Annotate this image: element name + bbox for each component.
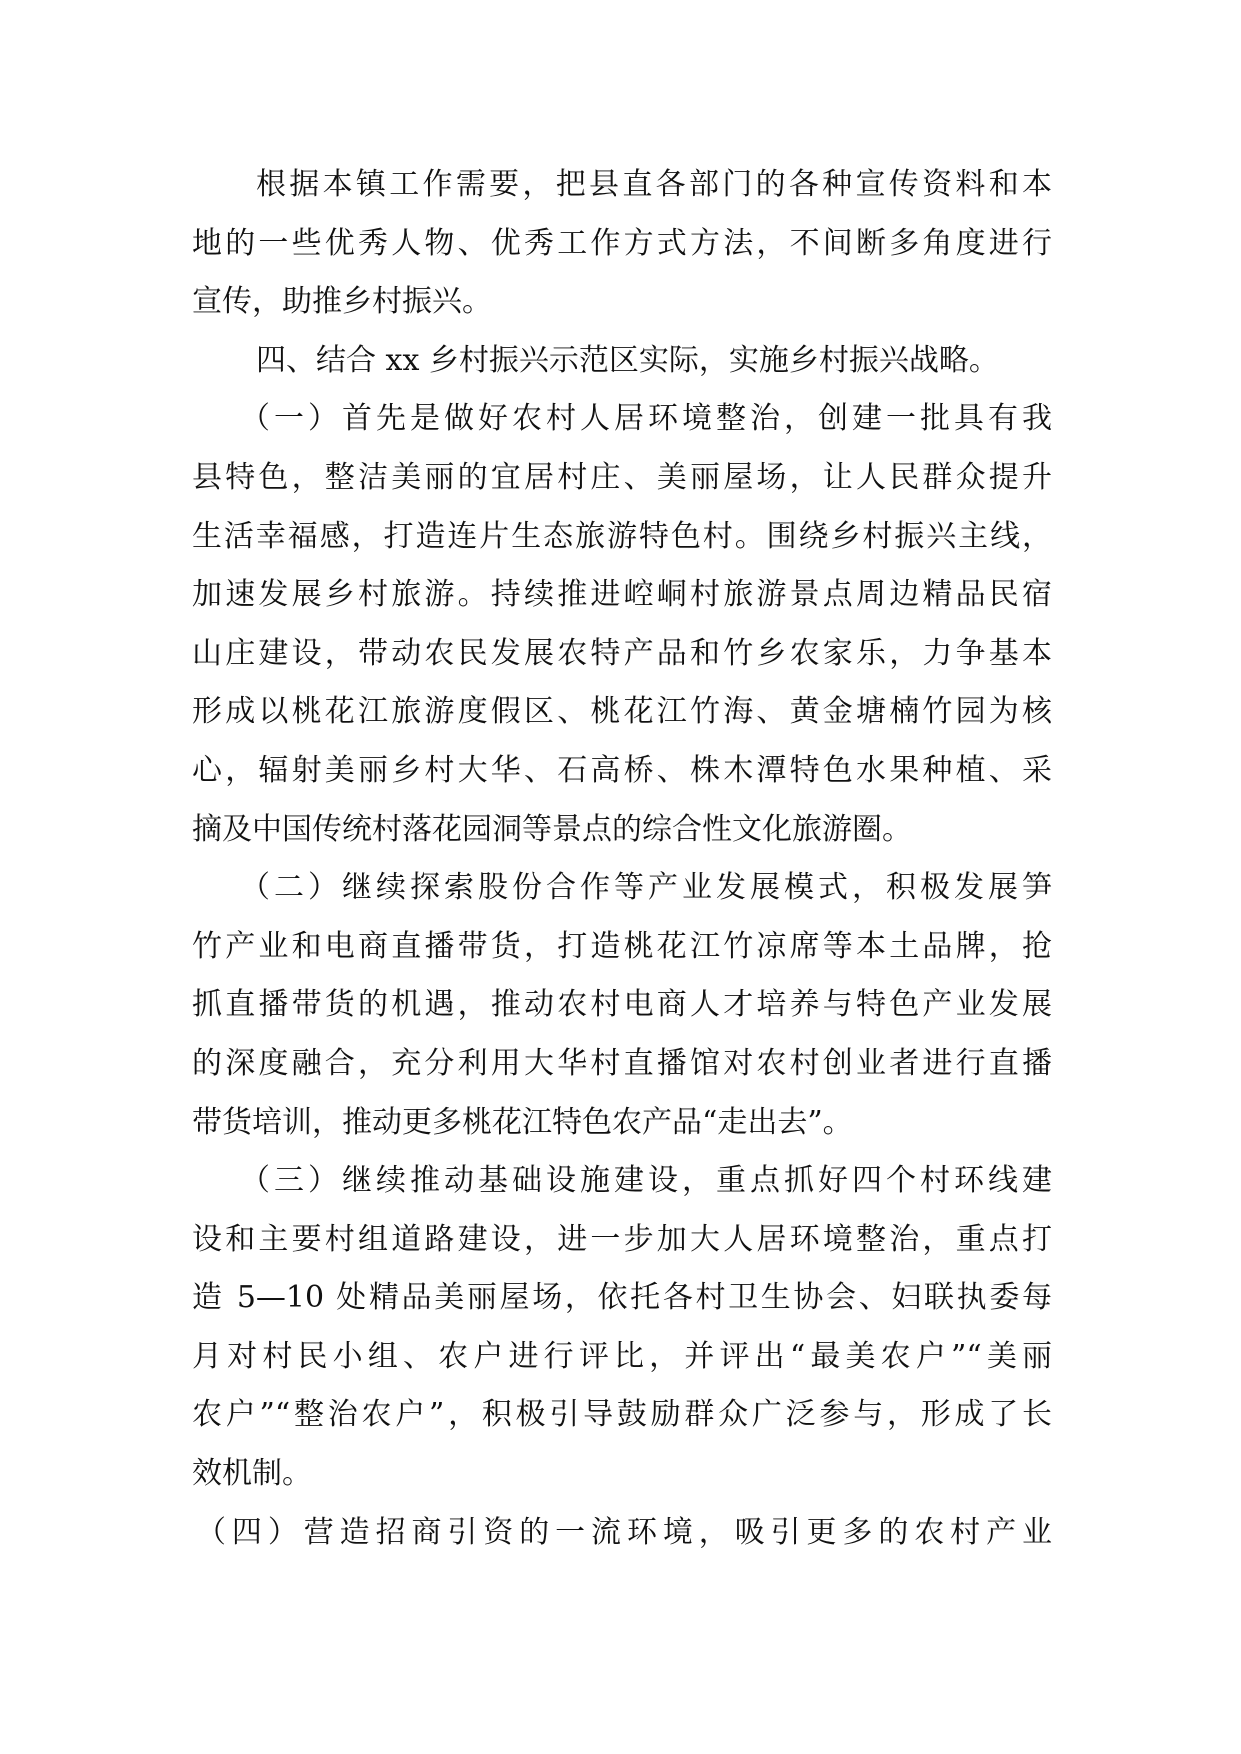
paragraph-line: （二）继续探索股份合作等产业发展模式，积极发展笋 [240, 870, 1052, 906]
paragraph-line: 造 5—10 处精品美丽屋场，依托各村卫生协会、妇联执委每 [192, 1280, 1052, 1316]
paragraph-line: （一）首先是做好农村人居环境整治，创建一批具有我 [240, 401, 1052, 437]
paragraph-line: 宣传，助推乡村振兴。 [192, 284, 492, 320]
paragraph-line: 山庄建设，带动农民发展农特产品和竹乡农家乐，力争基本 [192, 635, 1052, 671]
paragraph-line: （四）营造招商引资的一流环境，吸引更多的农村产业 [196, 1514, 1052, 1550]
paragraph-line: 加速发展乡村旅游。持续推进崆峒村旅游景点周边精品民宿 [192, 577, 1052, 613]
paragraph-line: 生活幸福感，打造连片生态旅游特色村。围绕乡村振兴主线， [192, 518, 1052, 554]
paragraph-line: 根据本镇工作需要，把县直各部门的各种宣传资料和本 [256, 167, 1052, 202]
paragraph-line: 竹产业和电商直播带货，打造桃花江竹凉席等本土品牌，抢 [192, 928, 1052, 964]
section-heading: 四、结合 xx 乡村振兴示范区实际，实施乡村振兴战略。 [256, 342, 999, 378]
paragraph-line: 农户”“整治农户”，积极引导鼓励群众广泛参与，形成了长 [192, 1397, 1052, 1433]
paragraph-line: 月对村民小组、农户进行评比，并评出“最美农户”“美丽 [192, 1338, 1052, 1374]
paragraph-line: （三）继续推动基础设施建设，重点抓好四个村环线建 [240, 1163, 1052, 1199]
paragraph-line: 心，辐射美丽乡村大华、石高桥、株木潭特色水果种植、采 [192, 752, 1052, 788]
paragraph-line: 设和主要村组道路建设，进一步加大人居环境整治，重点打 [192, 1221, 1052, 1257]
paragraph-line: 形成以桃花江旅游度假区、桃花江竹海、黄金塘楠竹园为核 [192, 694, 1052, 730]
document-body [192, 156, 1052, 1562]
paragraph-line: 效机制。 [192, 1456, 312, 1492]
paragraph-line: 摘及中国传统村落花园洞等景点的综合性文化旅游圈。 [192, 811, 912, 847]
paragraph-line: 地的一些优秀人物、优秀工作方式方法，不间断多角度进行 [192, 225, 1052, 261]
paragraph-line: 的深度融合，充分利用大华村直播馆对农村创业者进行直播 [192, 1045, 1052, 1081]
paragraph-line: 带货培训，推动更多桃花江特色农产品“走出去”。 [192, 1104, 853, 1140]
paragraph-line: 县特色，整洁美丽的宜居村庄、美丽屋场，让人民群众提升 [192, 459, 1052, 495]
paragraph-line: 抓直播带货的机遇，推动农村电商人才培养与特色产业发展 [192, 987, 1052, 1023]
